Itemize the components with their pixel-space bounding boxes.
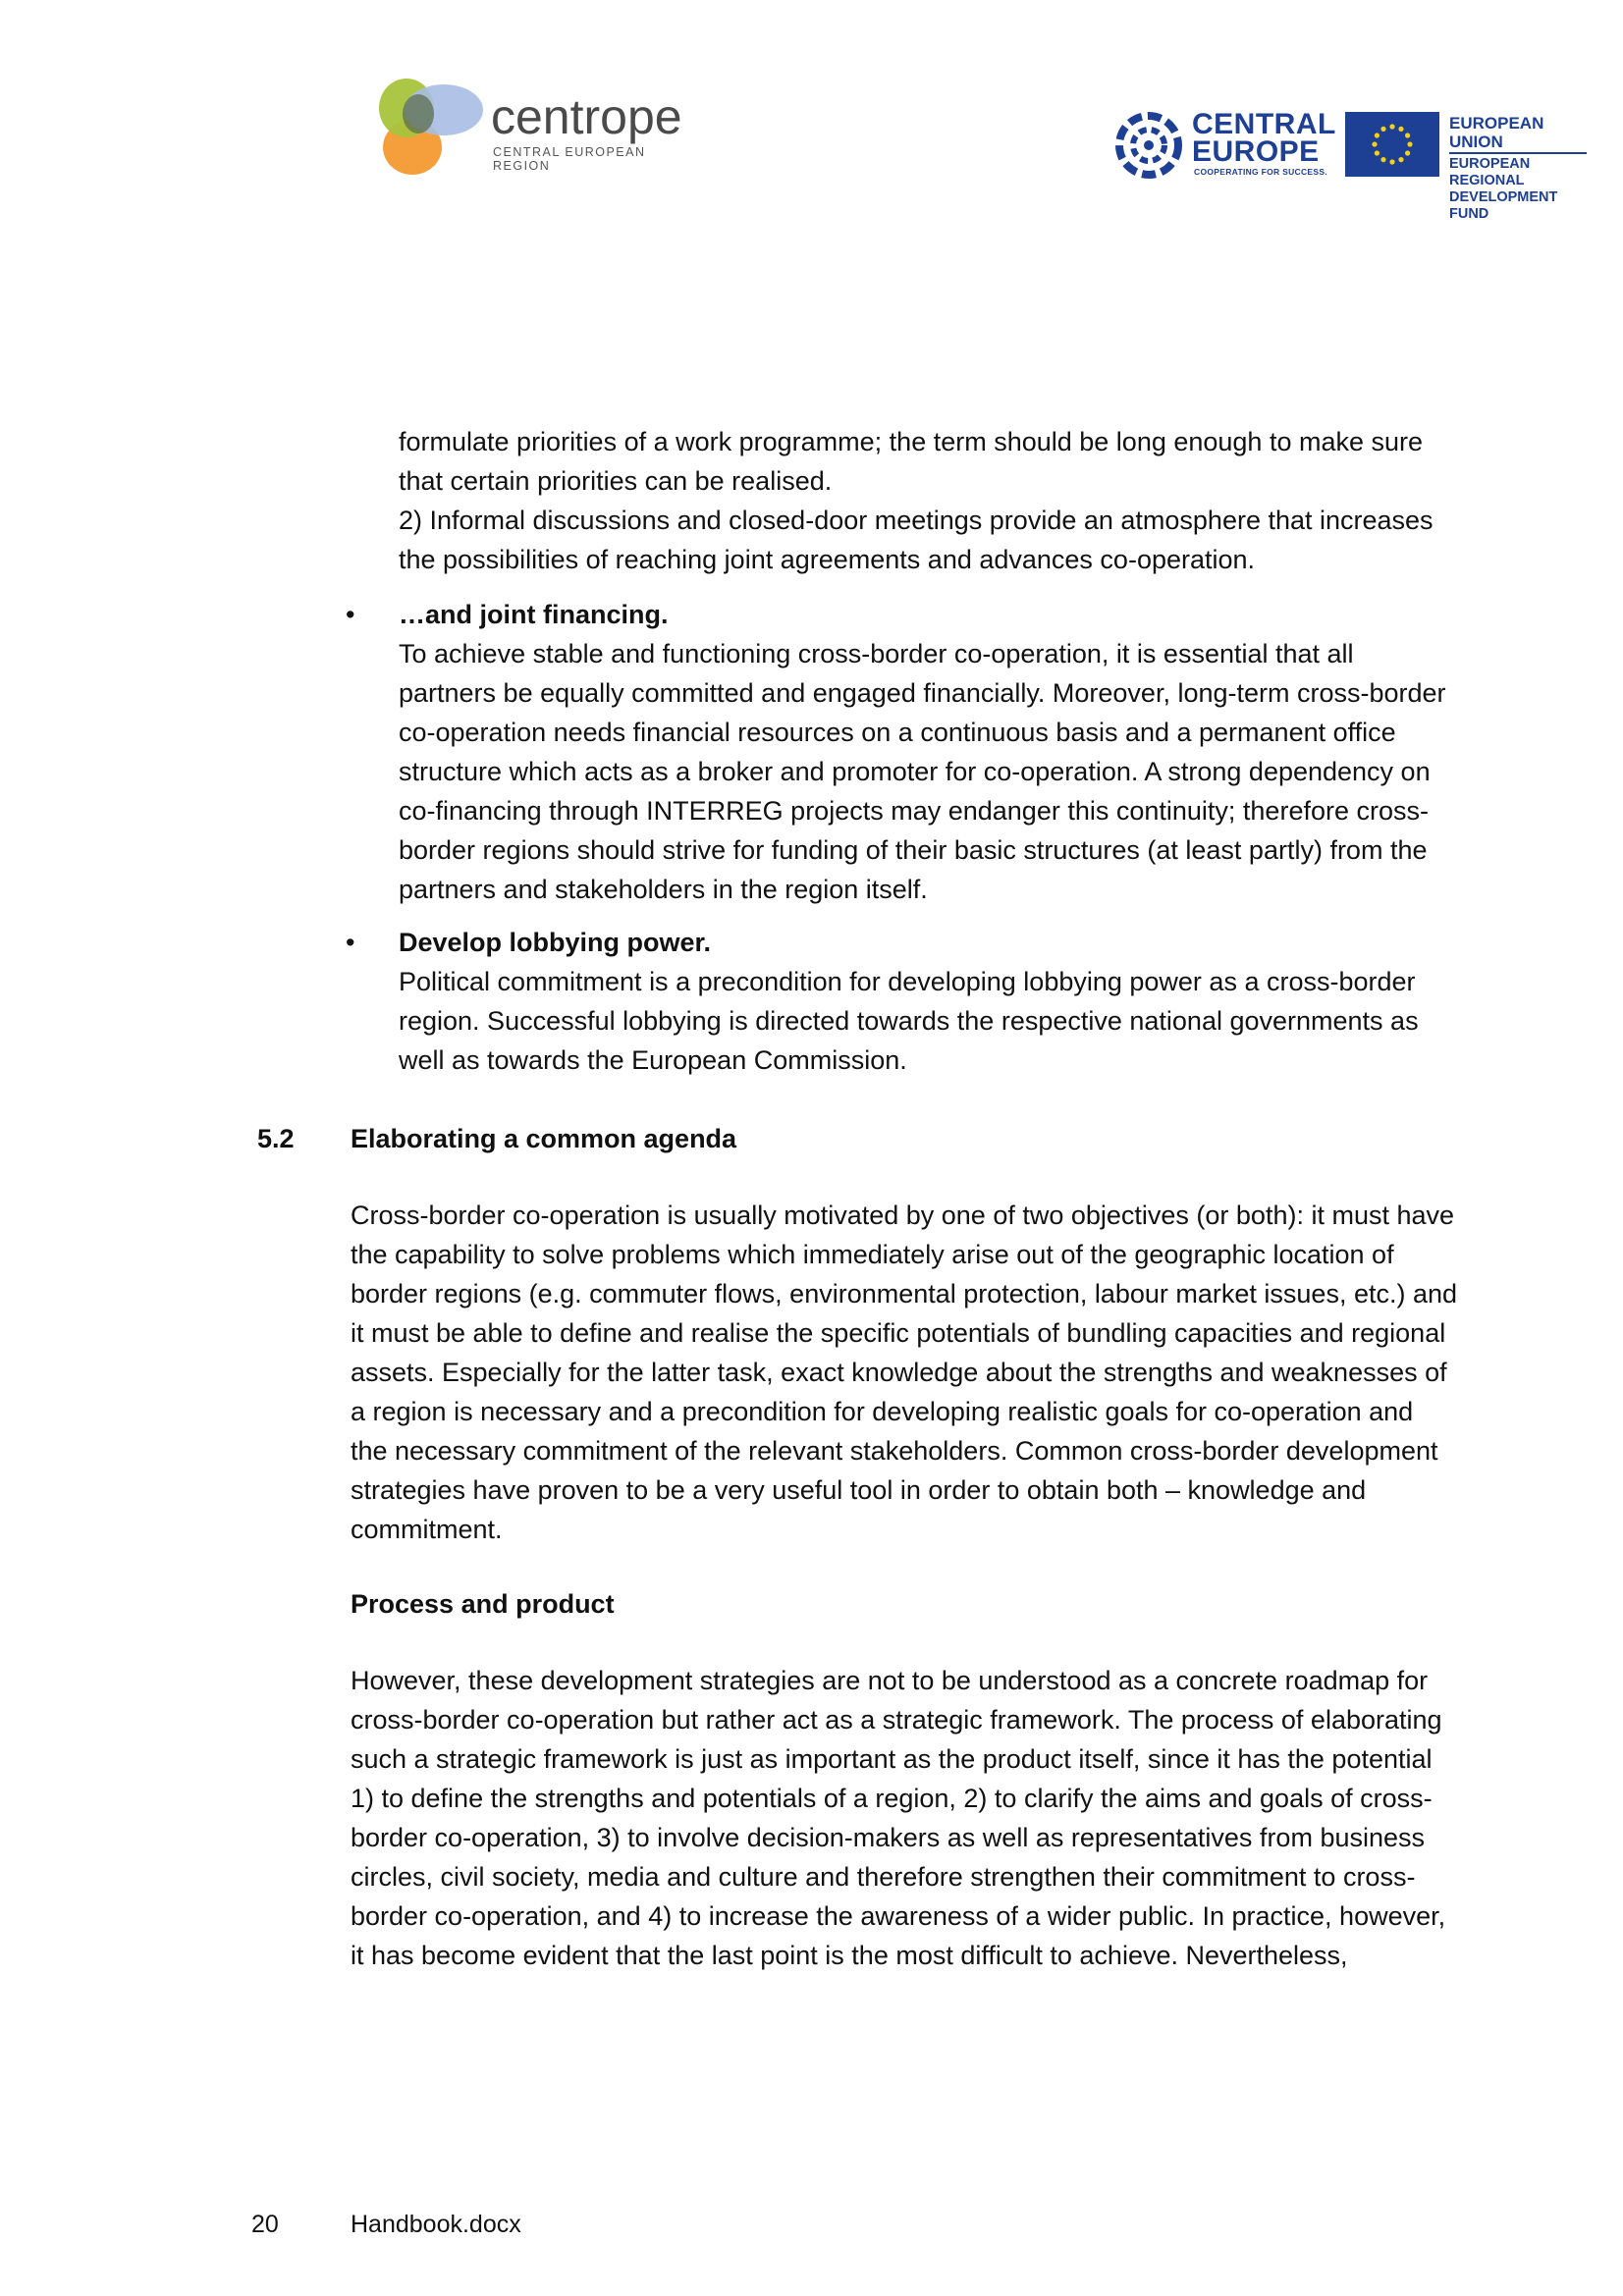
text-line: commitment. (351, 1515, 503, 1544)
ce-line1: CENTRAL (1192, 108, 1336, 140)
bullet-joint-financing (399, 595, 1557, 909)
text-line: a region is necessary and a precondition for developing realistic goals for co-operation and (351, 1397, 1414, 1426)
text-line: it has become evident that the last point is the most difficult to achieve. Nevertheless, (351, 1941, 1348, 1970)
eu-fund-label (1449, 114, 1587, 223)
section-paragraph (351, 1196, 1568, 1549)
continuation-paragraph (399, 422, 1557, 579)
bullet-marker: • (346, 928, 355, 957)
text-line: strategies have proven to be a very useful tool in order to obtain both – knowledge and (351, 1475, 1367, 1505)
footer-page-number: 20 (251, 2211, 279, 2238)
eu-stars-icon (1345, 112, 1439, 177)
section-title: Elaborating a common agenda (351, 1124, 737, 1153)
text-line: well as towards the European Commission. (399, 1045, 907, 1075)
text-line: structure which acts as a broker and promoter for co-operation. A strong dependency on (399, 757, 1431, 786)
text-line: region. Successful lobbying is directed towards the respective national governments as (399, 1006, 1419, 1036)
text-line: formulate priorities of a work programme; the term should be long enough to make sure (399, 427, 1424, 456)
text-line: border regions should strive for funding of their basic structures (at least partly) from the (399, 835, 1428, 865)
text-line: Cross-border co-operation is usually motivated by one of two objectives (or both): it must have (351, 1201, 1455, 1230)
text-line: partners be equally committed and engaged financially. Moreover, long-term cross-border (399, 678, 1446, 708)
bullet-lobbying-power (399, 923, 1557, 1080)
text-line: cross-border co-operation but rather act as a strategic framework. The process of elaborating (351, 1705, 1442, 1735)
eu-line3: DEVELOPMENT FUND (1449, 189, 1558, 222)
text-line: border co-operation, 3) to involve decision-makers as well as representatives from business (351, 1823, 1426, 1852)
centrope-wordmark: centrope (491, 89, 682, 144)
eu-flag-icon (1345, 112, 1439, 177)
centrope-logo (363, 67, 687, 185)
text-line: Political commitment is a precondition for developing lobbying power as a cross-border (399, 967, 1416, 996)
bullet-title: Develop lobbying power. (399, 928, 712, 957)
centrope-subtitle: CENTRAL EUROPEAN REGION (493, 145, 646, 173)
text-line: assets. Especially for the latter task, exact knowledge about the strengths and weaknesses of (351, 1358, 1447, 1387)
text-line: To achieve stable and functioning cross-border co-operation, it is essential that all (399, 639, 1354, 668)
section-number: 5.2 (257, 1124, 295, 1153)
footer-filename: Handbook.docx (351, 2211, 521, 2238)
text-line: border regions (e.g. commuter flows, environmental protection, labour market issues, etc.) and (351, 1279, 1458, 1308)
text-line: 1) to define the strengths and potentials of a region, 2) to clarify the aims and goals of cross- (351, 1784, 1433, 1813)
text-line: co-financing through INTERREG projects may endanger this continuity; therefore cross- (399, 796, 1429, 826)
section-paragraph (351, 1661, 1568, 1975)
central-europe-logo (1111, 108, 1336, 181)
ce-tagline: COOPERATING FOR SUCCESS. (1194, 167, 1327, 177)
text-line: such a strategic framework is just as important as the product itself, since it has the potential (351, 1744, 1433, 1774)
text-line: the necessary commitment of the relevant stakeholders. Common cross-border development (351, 1436, 1438, 1466)
bullet-marker: • (346, 600, 355, 629)
text-line: the capability to solve problems which immediately arise out of the geographic location of (351, 1240, 1394, 1269)
text-line: co-operation needs financial resources on a continuous basis and a permanent office (399, 718, 1396, 747)
text-line: border co-operation, and 4) to increase the awareness of a wider public. In practice, however, (351, 1901, 1446, 1931)
bullet-title: …and joint financing. (399, 600, 669, 629)
text-line: circles, civil society, media and culture and therefore strengthen their commitment to cross- (351, 1862, 1416, 1892)
text-line: partners and stakeholders in the region itself. (399, 875, 928, 904)
ce-line2: EUROPE (1192, 135, 1320, 168)
subheading: Process and product (351, 1589, 615, 1619)
text-line: the possibilities of reaching joint agreements and advances co-operation. (399, 545, 1256, 574)
text-line: that certain priorities can be realised. (399, 466, 833, 496)
central-europe-emblem-icon (1111, 110, 1188, 181)
eu-line2: EUROPEAN REGIONAL (1449, 156, 1531, 188)
text-line: 2) Informal discussions and closed-door meetings provide an atmosphere that increases (399, 506, 1434, 535)
centrope-logo-mark (363, 67, 491, 185)
eu-line1: EUROPEAN UNION (1449, 114, 1587, 154)
text-line: However, these development strategies are not to be understood as a concrete roadmap for (351, 1666, 1429, 1695)
text-line: it must be able to define and realise the specific potentials of bundling capacities and regional (351, 1318, 1446, 1348)
